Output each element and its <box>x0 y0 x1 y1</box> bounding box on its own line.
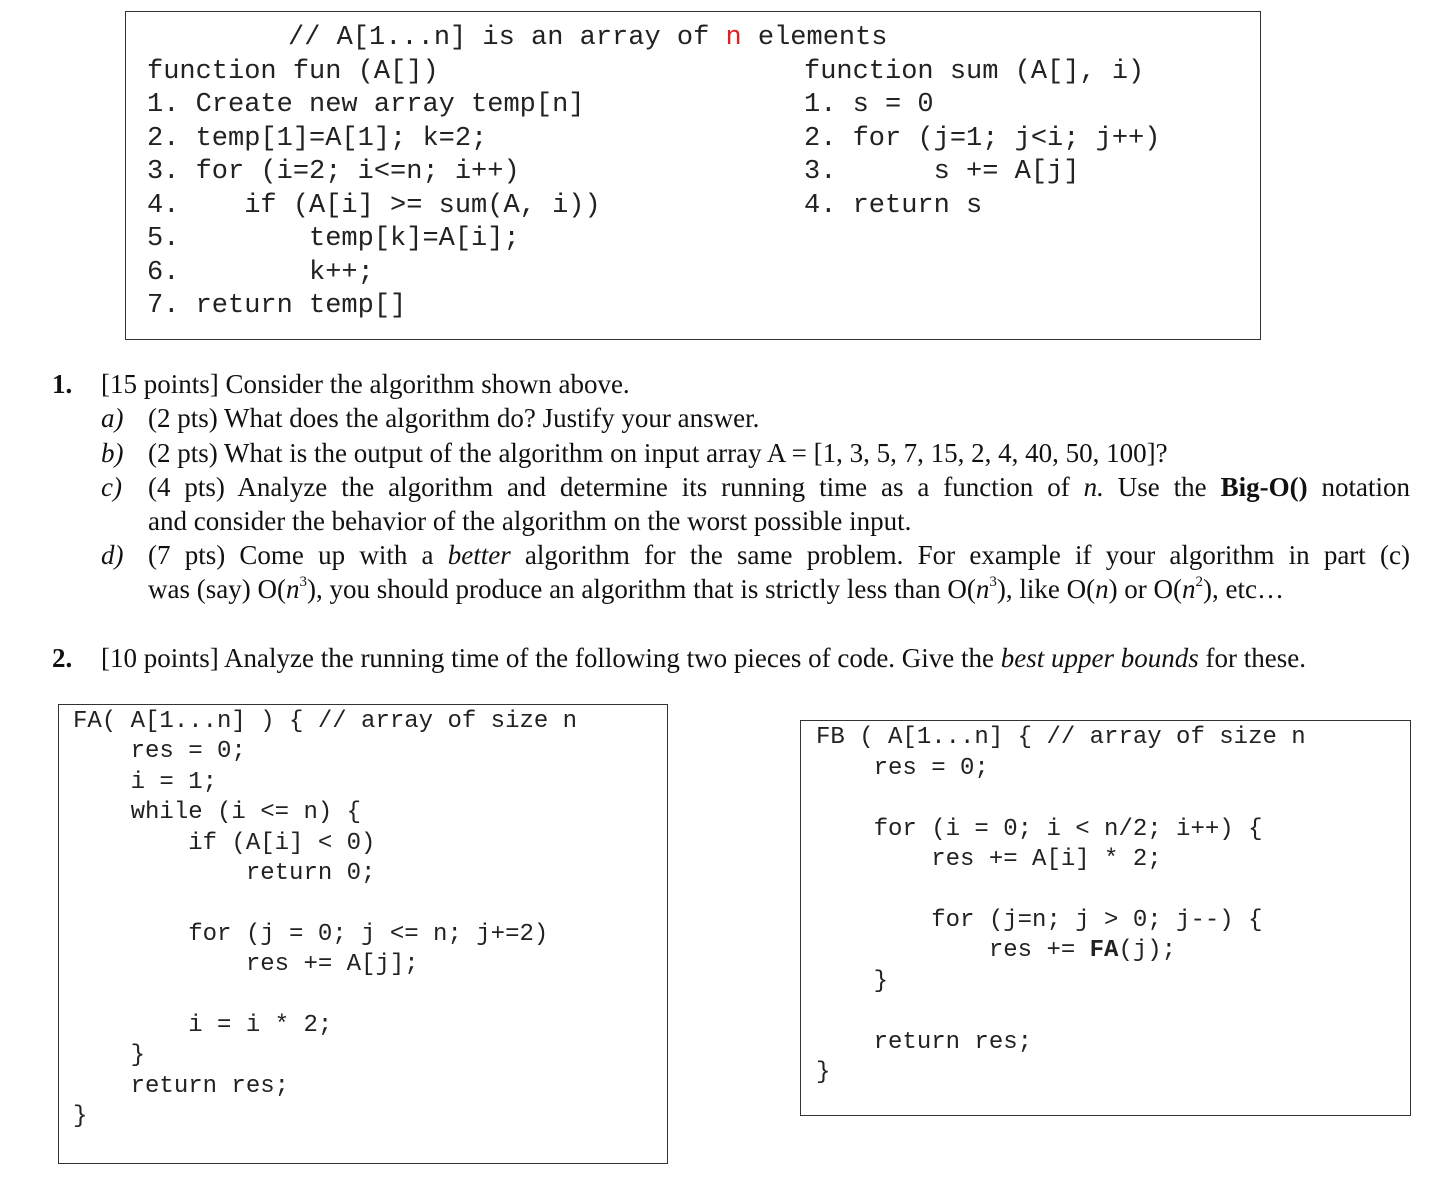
q1b-label: b) <box>101 438 124 468</box>
fun-line: function fun (A[]) <box>147 57 439 87</box>
fb-line: } <box>816 968 889 995</box>
top-code-box <box>125 11 1261 340</box>
q1b-text: (2 pts) What is the output of the algorithm on input array A = [1, 3, 5, 7, 15, 2, 4, 40, 50, 100]? <box>148 438 1168 468</box>
q2-text: [10 points] Analyze the running time of the following two pieces of code. Give the best upper bounds for these. <box>101 643 1306 673</box>
fa-line: res += A[j]; <box>73 951 419 978</box>
fa-line: } <box>73 1103 88 1130</box>
fun-line: 3. for (i=2; i<=n; i++) <box>147 157 520 187</box>
fa-line: i = i * 2; <box>73 1012 333 1039</box>
sum-line: 1. s = 0 <box>804 90 934 120</box>
fa-call: FA <box>1089 937 1119 964</box>
q1a-text: (2 pts) What does the algorithm do? Justify your answer. <box>148 403 760 433</box>
fb-line: for (i = 0; i < n/2; i++) { <box>816 816 1263 843</box>
fa-line: if (A[i] < 0) <box>73 830 376 857</box>
fun-line: 1. Create new array temp[n] <box>147 90 585 120</box>
sum-line: 4. return s <box>804 191 983 221</box>
q2-number: 2. <box>52 643 73 673</box>
q1c-line2: and consider the behavior of the algorithm on the worst possible input. <box>148 506 912 536</box>
q1d-label: d) <box>101 540 124 570</box>
fun-line: 2. temp[1]=A[1]; k=2; <box>147 124 488 154</box>
fa-line: return res; <box>73 1073 290 1100</box>
fb-line: res += FA(j); <box>816 937 1177 964</box>
fa-line: } <box>73 1042 146 1069</box>
fa-line: FA( A[1...n] ) { // array of size n <box>73 708 578 735</box>
q1-number: 1. <box>52 369 73 399</box>
fun-line: 5. temp[k]=A[i]; <box>147 224 520 254</box>
fb-line: res = 0; <box>816 755 989 782</box>
q1a-label: a) <box>101 403 124 433</box>
fb-line: for (j=n; j > 0; j--) { <box>816 907 1263 934</box>
fa-line: res = 0; <box>73 738 246 765</box>
fa-line: for (j = 0; j <= n; j+=2) <box>73 921 549 948</box>
code-header-comment: // A[1...n] is an array of n elements <box>288 23 888 53</box>
sum-line: 2. for (j=1; j<i; j++) <box>804 124 1161 154</box>
q1d-line1: (7 pts) Come up with a better algorithm for the same problem. For example if your algorithm in part (c) <box>148 540 1410 570</box>
fa-code-box <box>58 704 668 1164</box>
sum-line: function sum (A[], i) <box>804 57 1145 87</box>
fb-line: return res; <box>816 1029 1033 1056</box>
sum-line: 3. s += A[j] <box>804 157 1080 187</box>
fa-line: return 0; <box>73 860 376 887</box>
fun-line: 7. return temp[] <box>147 291 407 321</box>
fa-line: while (i <= n) { <box>73 799 362 826</box>
q1c-line1: (4 pts) Analyze the algorithm and determine its running time as a function of n. Use the Big-O() notation <box>148 472 1410 502</box>
fb-line: FB ( A[1...n] { // array of size n <box>816 724 1306 751</box>
fun-line: 6. k++; <box>147 258 374 288</box>
q1c-label: c) <box>101 472 122 502</box>
fb-line: res += A[i] * 2; <box>816 846 1162 873</box>
fun-line: 4. if (A[i] >= sum(A, i)) <box>147 191 601 221</box>
q1-heading: [15 points] Consider the algorithm shown above. <box>101 369 630 399</box>
fb-code-box <box>800 720 1411 1116</box>
q1d-line2: was (say) $O(n^3)$, you should produce an algorithm that is strictly less than $O(n^3)$, like O(n) or $O(n^2)$, etc… <box>148 574 1285 604</box>
fa-line: i = 1; <box>73 769 218 796</box>
fb-line: } <box>816 1059 831 1086</box>
highlighted-n: n <box>725 23 742 53</box>
